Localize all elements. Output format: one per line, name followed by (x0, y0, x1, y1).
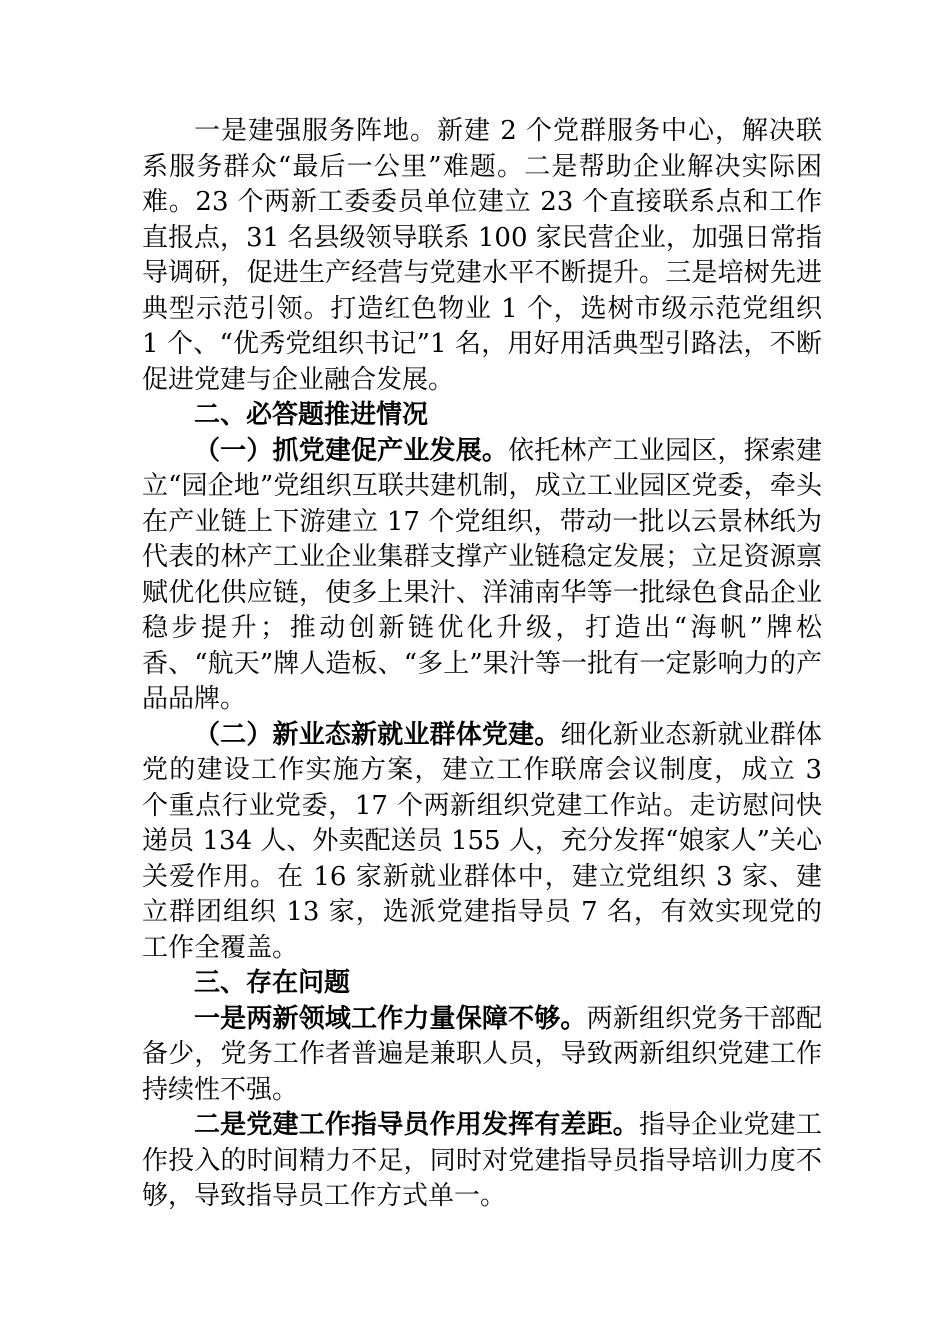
paragraph-body-new-employment: 细化新业态新就业群体党的建设工作实施方案，建立工作联席会议制度，成立 3 个重点行业党委，17 个两新组织党建工作站。走访慰问快递员 134 人、外卖配送员 155 人，充分发挥“娘家人”关心关爱作用。在 16 家新就业群体中，建立党组织 3 家、建立群团组织 13 家，选派党建指导员 7 名，有效实现党的工作全覆盖。 (142, 719, 822, 963)
section-heading-problems: 三、存在问题 (194, 968, 351, 998)
paragraph-lead-instructors: 二是党建工作指导员作用发挥有差距。 (194, 1110, 639, 1140)
paragraph-body-industry: 依托林产工业园区，探索建立“园企地”党组织互联共建机制，成立工业园区党委，牵头在产业链上下游建立 17 个党组织，带动一批以云景林纸为代表的林产工业企业集群支撑产业链稳定发展；立足资源禀赋优化供应链，使多上果汁、洋浦南华等一批绿色食品企业稳步提升；推动创新链优化升级，打造出“海帆”牌松香、“航天”牌人造板、“多上”果汁等一批有一定影响力的产品品牌。 (142, 435, 822, 714)
paragraph-service-positions: 一是建强服务阵地。新建 2 个党群服务中心，解决联系服务群众“最后一公里”难题。二是帮助企业解决实际困难。23 个两新工委委员单位建立 23 个直接联系点和工作直报点，31 名县级领导联系 100 家民营企业，加强日常指导调研，促进生产经营与党建水平不断提升。三是培树先进典型示范引领。打造红色物业 1 个，选树市级示范党组织 1 个、“优秀党组织书记”1 名，用好用活典型引路法，不断促进党建与企业融合发展。 (142, 116, 822, 395)
paragraph-body-staffing: 两新组织党务干部配备少，党务工作者普遍是兼职人员，导致两新组织党建工作持续性不强。 (142, 1003, 822, 1105)
paragraph-lead-industry: （一）抓党建促产业发展。 (194, 435, 509, 466)
section-heading-progress: 二、必答题推进情况 (194, 400, 429, 430)
paragraph-new-employment-groups (142, 718, 822, 967)
paragraph-lead-staffing: 一是两新领域工作力量保障不够。 (194, 1003, 587, 1034)
paragraph-problem-staffing (142, 1002, 822, 1109)
document-page (142, 114, 822, 1215)
paragraph-industry-development (142, 434, 822, 718)
paragraph-lead-new-employment: （二）新业态新就业群体党建。 (194, 719, 561, 750)
paragraph-problem-instructors (142, 1108, 822, 1215)
paragraph-body-instructors: 指导企业党建工作投入的时间精力不足，同时对党建指导员指导培训力度不够，导致指导员工作方式单一。 (142, 1110, 822, 1211)
